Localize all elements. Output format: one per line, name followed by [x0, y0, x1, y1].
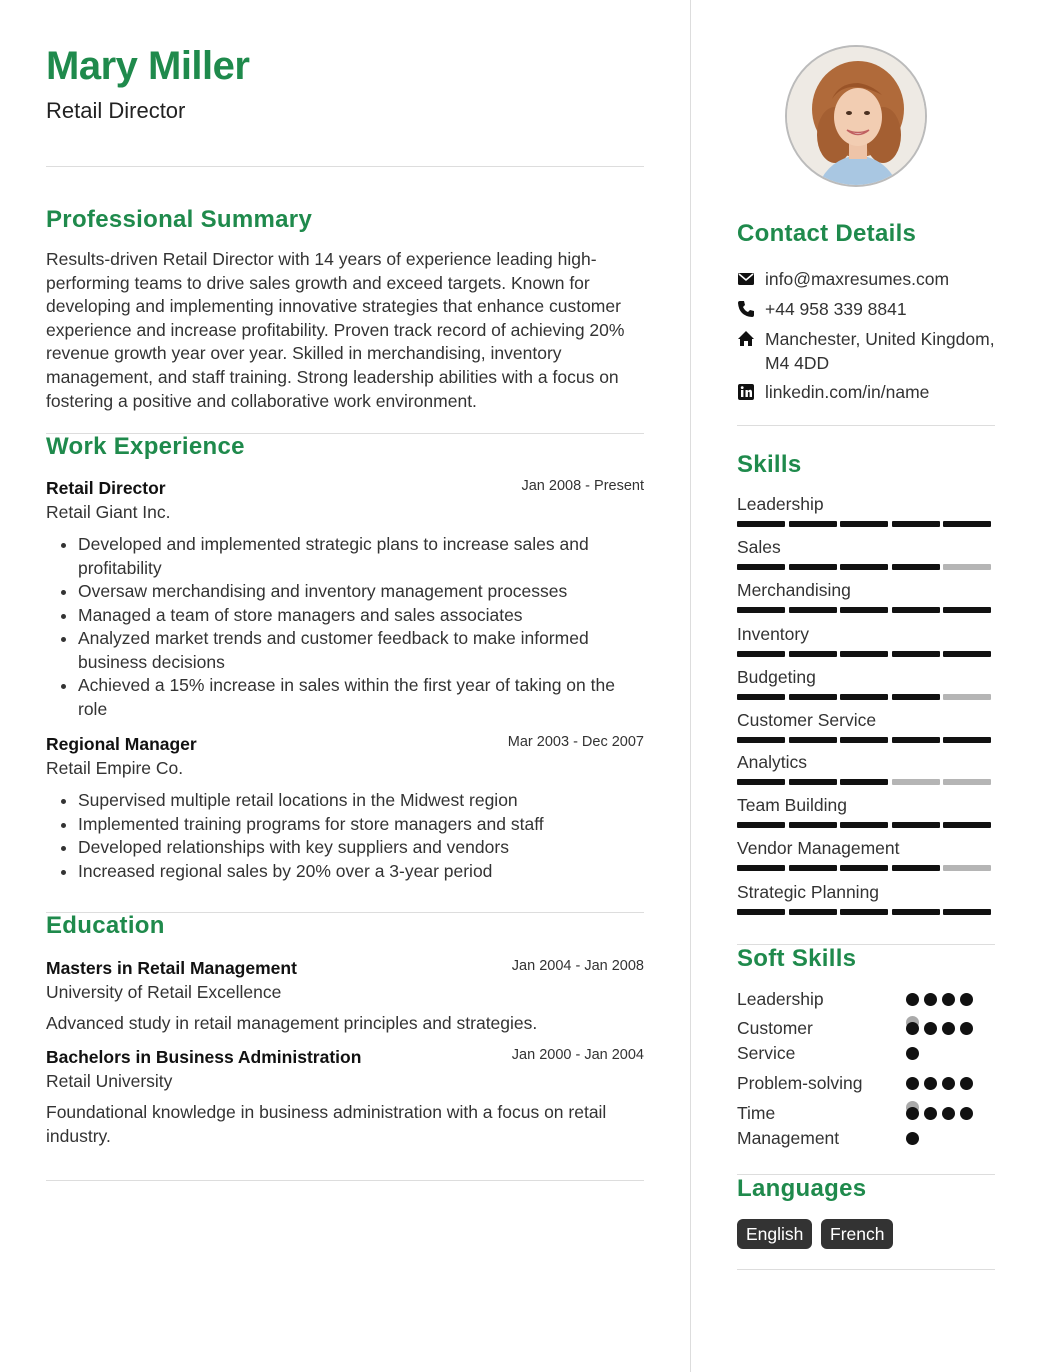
soft-skill-name: Customer Service	[737, 1018, 813, 1063]
rating-dot	[942, 993, 955, 1006]
job-company: Retail Giant Inc.	[46, 502, 171, 522]
soft-skill-row	[737, 1016, 995, 1068]
skill-meter	[737, 822, 993, 828]
skill-meter	[737, 564, 993, 570]
job-company: Retail Empire Co.	[46, 758, 184, 778]
skill-item	[737, 752, 995, 773]
job-bullet: • Managed a team of store managers and sales associates	[78, 604, 644, 628]
skill-meter-segment	[840, 694, 888, 700]
education-date: Jan 2000 - Jan 2004	[511, 1047, 644, 1063]
summary-text: Results-driven Retail Director with 14 years of experience leading high-performing teams to drive sales growth and exceed targets. Known for developing and implementing innovative strategies that enhance customer experience and increase profitability. Proven track record of achieving 20% revenue growth year over year. Skilled in merchandising, inventory management, and staff training. Strong leadership abilities with a focus on fostering a positive and collaborative work environment.	[46, 249, 625, 411]
skill-item	[737, 882, 995, 903]
skill-meter	[737, 651, 993, 657]
language-chip: French	[821, 1219, 893, 1249]
job-title: Retail Director	[46, 478, 166, 498]
skill-item	[737, 667, 995, 688]
skill-meter-segment	[943, 694, 991, 700]
skill-meter-segment	[892, 651, 940, 657]
skill-name: Merchandising	[737, 580, 851, 600]
skill-meter-segment	[789, 607, 837, 613]
skill-meter-segment	[943, 521, 991, 527]
education-entry	[46, 1047, 644, 1148]
skill-meter-segment	[789, 694, 837, 700]
skill-item	[737, 795, 995, 816]
home-icon	[737, 330, 755, 348]
avatar	[785, 45, 927, 187]
soft-skill-name: Problem-solving	[737, 1073, 863, 1093]
skill-meter-segment	[789, 521, 837, 527]
job-entry	[46, 734, 644, 883]
skill-meter-segment	[737, 607, 785, 613]
job-bullet: • Oversaw merchandising and inventory management processes	[78, 580, 644, 604]
rating-dot	[960, 1107, 973, 1120]
skill-meter-segment	[840, 822, 888, 828]
phone-icon	[737, 300, 755, 318]
skill-meter-segment	[840, 607, 888, 613]
experience-heading: Work Experience	[46, 433, 245, 460]
rating-dot	[906, 1047, 919, 1060]
skill-meter-segment	[789, 822, 837, 828]
job-bullet: • Achieved a 15% increase in sales within the first year of taking on the role	[78, 674, 644, 721]
skill-meter-segment	[789, 737, 837, 743]
skill-name: Analytics	[737, 752, 808, 772]
soft-skill-row	[737, 1071, 995, 1097]
education-date: Jan 2004 - Jan 2008	[511, 958, 644, 974]
education-heading: Education	[46, 912, 165, 939]
header-divider	[46, 166, 644, 167]
skill-meter-segment	[892, 737, 940, 743]
summary-heading: Professional Summary	[46, 206, 313, 233]
skill-meter-segment	[840, 779, 888, 785]
rating-dot	[942, 1107, 955, 1120]
skill-meter-segment	[943, 909, 991, 915]
rating-dot	[906, 993, 919, 1006]
skill-meter-segment	[943, 564, 991, 570]
skill-meter-segment	[892, 779, 940, 785]
education-description: Advanced study in retail management principles and strategies.	[46, 1013, 538, 1033]
skill-item	[737, 580, 995, 601]
soft-skill-row	[737, 987, 995, 1013]
education-divider	[46, 1180, 644, 1181]
linkedin-icon	[737, 383, 755, 401]
languages-heading: Languages	[737, 1175, 867, 1202]
job-date: Jan 2008 - Present	[521, 478, 644, 494]
skill-meter-segment	[892, 865, 940, 871]
skill-name: Sales	[737, 537, 781, 557]
skill-meter	[737, 779, 993, 785]
rating-dot	[924, 1107, 937, 1120]
skill-meter-segment	[892, 909, 940, 915]
job-bullets	[46, 789, 644, 883]
skill-meter	[737, 909, 993, 915]
contact-email-text: info@maxresumes.com	[765, 269, 950, 289]
rating-dot	[924, 1022, 937, 1035]
skills-heading: Skills	[737, 451, 802, 478]
rating-dot	[942, 1022, 955, 1035]
skill-name: Strategic Planning	[737, 882, 880, 902]
column-divider	[690, 0, 691, 1372]
skill-meter-segment	[789, 779, 837, 785]
skill-meter-segment	[840, 909, 888, 915]
rating-dot	[906, 1107, 919, 1120]
job-bullet: • Increased regional sales by 20% over a 3-year period	[78, 860, 644, 884]
skill-meter-segment	[943, 822, 991, 828]
skill-meter-segment	[840, 737, 888, 743]
job-bullet: • Implemented training programs for store managers and staff	[78, 813, 644, 837]
skill-name: Leadership	[737, 494, 824, 514]
skill-meter-segment	[737, 909, 785, 915]
job-bullet: • Developed and implemented strategic plans to increase sales and profitability	[78, 533, 644, 580]
skill-meter-segment	[943, 737, 991, 743]
school: Retail University	[46, 1071, 173, 1091]
rating-dot	[924, 1077, 937, 1090]
skill-meter-segment	[943, 651, 991, 657]
skill-meter	[737, 521, 993, 527]
skill-meter-segment	[892, 564, 940, 570]
candidate-name: Mary Miller	[46, 44, 250, 88]
profile-photo	[787, 47, 927, 187]
job-bullets	[46, 533, 644, 721]
job-bullet: • Developed relationships with key suppliers and vendors	[78, 836, 644, 860]
job-bullet: • Analyzed market trends and customer feedback to make informed business decisions	[78, 627, 644, 674]
skill-meter-segment	[840, 564, 888, 570]
contact-divider	[737, 425, 995, 426]
skill-item	[737, 710, 995, 731]
education-description: Foundational knowledge in business administration with a focus on retail industry.	[46, 1102, 607, 1146]
skill-meter-segment	[737, 694, 785, 700]
skill-item	[737, 624, 995, 645]
rating-dot	[960, 1077, 973, 1090]
skill-item	[737, 537, 995, 558]
skill-item	[737, 494, 995, 515]
degree: Masters in Retail Management	[46, 958, 297, 978]
skill-meter-segment	[943, 865, 991, 871]
rating-dot	[942, 1077, 955, 1090]
skill-meter-segment	[943, 607, 991, 613]
skill-meter-segment	[789, 909, 837, 915]
soft-skill-row	[737, 1101, 995, 1153]
skill-meter-segment	[737, 737, 785, 743]
contact-address	[737, 328, 995, 376]
rating-dot	[906, 1132, 919, 1145]
job-date: Mar 2003 - Dec 2007	[507, 734, 644, 750]
skill-meter-segment	[840, 521, 888, 527]
contact-phone-text: +44 958 339 8841	[765, 299, 907, 319]
skill-meter-segment	[892, 607, 940, 613]
skill-meter-segment	[943, 779, 991, 785]
skill-name: Vendor Management	[737, 838, 900, 858]
skill-item	[737, 838, 995, 859]
rating-dot	[960, 1022, 973, 1035]
skill-meter-segment	[789, 564, 837, 570]
skill-meter-segment	[840, 865, 888, 871]
contact-linkedin-text: linkedin.com/in/name	[765, 382, 930, 402]
skill-meter-segment	[789, 865, 837, 871]
skill-name: Budgeting	[737, 667, 816, 687]
skill-meter-segment	[892, 521, 940, 527]
rating-dot	[906, 1077, 919, 1090]
contact-address-text: Manchester, United Kingdom, M4 4DD	[765, 329, 995, 373]
job-title: Regional Manager	[46, 734, 197, 754]
school: University of Retail Excellence	[46, 982, 282, 1002]
skill-meter-segment	[737, 651, 785, 657]
rating-dot	[906, 1022, 919, 1035]
skill-name: Customer Service	[737, 710, 877, 730]
skill-name: Inventory	[737, 624, 809, 644]
skill-meter-segment	[737, 822, 785, 828]
skill-meter-segment	[840, 651, 888, 657]
skill-meter-segment	[737, 779, 785, 785]
skill-meter-segment	[737, 564, 785, 570]
languages-divider	[737, 1269, 995, 1270]
skill-meter-segment	[789, 651, 837, 657]
job-entry	[46, 478, 644, 721]
candidate-title: Retail Director	[46, 98, 186, 123]
job-bullet: • Supervised multiple retail locations in the Midwest region	[78, 789, 644, 813]
soft-skill-name: Leadership	[737, 989, 824, 1009]
language-chip: English	[737, 1219, 812, 1249]
skill-meter	[737, 607, 993, 613]
skill-meter	[737, 737, 993, 743]
skill-meter	[737, 694, 993, 700]
skill-meter-segment	[737, 865, 785, 871]
rating-dot	[960, 993, 973, 1006]
skill-meter	[737, 865, 993, 871]
skill-meter-segment	[892, 694, 940, 700]
skill-name: Team Building	[737, 795, 847, 815]
soft-skill-name: Time Management	[737, 1103, 840, 1148]
rating-dot	[924, 993, 937, 1006]
skill-meter-segment	[892, 822, 940, 828]
degree: Bachelors in Business Administration	[46, 1047, 362, 1067]
education-entry	[46, 958, 644, 1035]
envelope-icon	[737, 270, 755, 288]
soft-skills-heading: Soft Skills	[737, 945, 857, 972]
skill-meter-segment	[737, 521, 785, 527]
contact-heading: Contact Details	[737, 220, 917, 247]
